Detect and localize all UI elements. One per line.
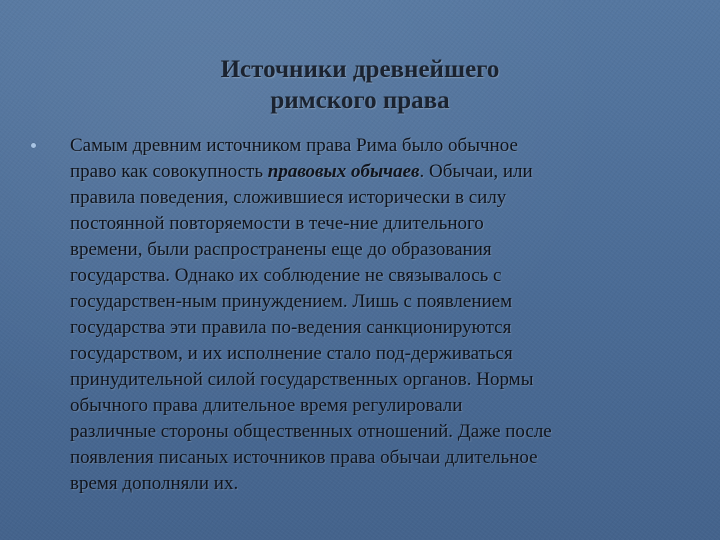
slide-body-paragraph xyxy=(70,133,700,497)
paragraph-line: появления писаных источников права обычаи длительное xyxy=(70,447,538,468)
paragraph-line: время дополняли их. xyxy=(70,473,239,494)
paragraph-line: обычного права длительное время регулировали xyxy=(70,395,463,416)
paragraph-line: Самым древним источником права Рима было обычное xyxy=(70,135,518,156)
paragraph-text: . Обычаи, или xyxy=(419,161,533,182)
paragraph-line: различные стороны общественных отношений. Даже после xyxy=(70,421,552,442)
slide-title-line: Источники древнейшего xyxy=(220,56,500,83)
paragraph-text: право как совокупность xyxy=(70,161,268,182)
paragraph-line: государства эти правила по-ведения санкционируются xyxy=(70,317,512,338)
paragraph-line: государства. Однако их соблюдение не связывалось с xyxy=(70,265,502,286)
paragraph-line: государствен-ным принуждением. Лишь с появлением xyxy=(70,291,513,312)
paragraph-line: времени, были распространены еще до образования xyxy=(70,239,492,260)
slide-title-line: римского права xyxy=(270,87,450,114)
paragraph-line: принудительной силой государственных органов. Нормы xyxy=(70,369,534,390)
paragraph-line xyxy=(70,159,700,185)
emphasized-term: правовых обычаев xyxy=(267,161,420,182)
paragraph-line: государством, и их исполнение стало под-держиваться xyxy=(70,343,513,364)
paragraph-line: постоянной повторяемости в тече-ние длительного xyxy=(70,213,484,234)
bullet-icon xyxy=(31,143,36,148)
slide-title xyxy=(100,54,620,116)
paragraph-line: правила поведения, сложившиеся исторически в силу xyxy=(70,187,507,208)
